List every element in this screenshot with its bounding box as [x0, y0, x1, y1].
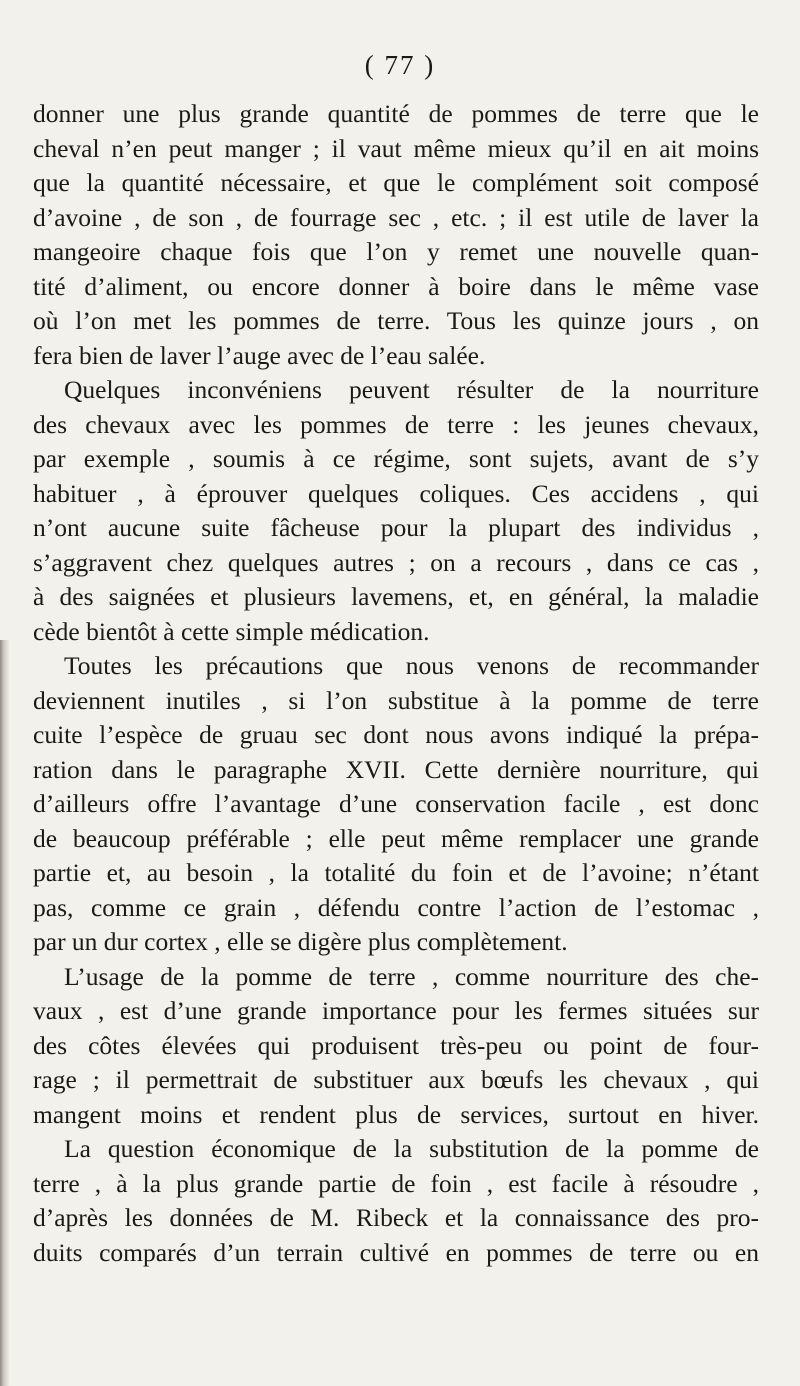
- text-line: des chevaux avec les pommes de terre : les jeunes chevaux,: [33, 409, 759, 439]
- text-line: des côtes élevées qui produisent très-peu ou point de four-: [33, 1030, 759, 1060]
- text-line: rage ; il permettrait de substituer aux bœufs les chevaux , qui: [33, 1065, 759, 1094]
- page-binding-shadow: [0, 640, 10, 1386]
- text-line: cheval n’en peut manger ; il vaut même mieux qu’il en ait moins: [33, 133, 759, 163]
- text-line: deviennent inutiles , si l’on substitue à la pomme de terre: [33, 685, 759, 715]
- text-line: fera bien de laver l’auge avec de l’eau salée.: [33, 340, 486, 370]
- text-line: habituer , à éprouver quelques coliques. Ces accidens , qui: [33, 478, 759, 508]
- text-line: donner une plus grande quantité de pommes de terre que le: [33, 99, 759, 128]
- text-line: mangent moins et rendent plus de services, surtout en hiver.: [33, 1099, 759, 1129]
- text-line: d’avoine , de son , de fourrage sec , etc. ; il est utile de laver la: [33, 202, 759, 232]
- text-line: mangeoire chaque fois que l’on y remet une nouvelle quan-: [33, 237, 759, 266]
- text-line: duits comparés d’un terrain cultivé en pommes de terre ou en: [33, 1237, 759, 1267]
- text-line: n’ont aucune suite fâcheuse pour la plupart des individus ,: [33, 513, 759, 542]
- text-line: que la quantité nécessaire, et que le complément soit composé: [33, 168, 759, 197]
- text-line: L’usage de la pomme de terre , comme nourriture des che-: [64, 961, 759, 991]
- text-line: où l’on met les pommes de terre. Tous les quinze jours , on: [33, 306, 759, 335]
- text-line: Toutes les précautions que nous venons de recommander: [64, 651, 759, 680]
- body-text: [33, 97, 759, 1270]
- text-line: par un dur cortex , elle se digère plus complètement.: [33, 927, 568, 956]
- text-line: par exemple , soumis à ce régime, sont sujets, avant de s’y: [33, 444, 759, 473]
- text-line: cuite l’espèce de gruau sec dont nous avons indiqué la prépa-: [33, 720, 759, 749]
- text-line: terre , à la plus grande partie de foin , est facile à résoudre ,: [33, 1168, 759, 1198]
- text-line: d’après les données de M. Ribeck et la connaissance des pro-: [33, 1203, 759, 1232]
- page-number: ( 77 ): [364, 50, 436, 80]
- text-line: pas, comme ce grain , défendu contre l’action de l’estomac ,: [33, 892, 759, 922]
- text-line: à des saignées et plusieurs lavemens, et, en général, la maladie: [33, 582, 759, 611]
- text-line: partie et, au besoin , la totalité du foin et de l’avoine; n’étant: [33, 858, 759, 887]
- text-line: Quelques inconvéniens peuvent résulter de la nourriture: [64, 375, 759, 404]
- text-line: vaux , est d’une grande importance pour les fermes situées sur: [33, 996, 759, 1025]
- text-line: La question économique de la substitution de la pomme de: [64, 1134, 759, 1163]
- text-line: tité d’aliment, ou encore donner à boire dans le même vase: [33, 271, 759, 301]
- text-line: d’ailleurs offre l’avantage d’une conservation facile , est donc: [33, 789, 759, 818]
- text-line: de beaucoup préférable ; elle peut même remplacer une grande: [33, 823, 759, 853]
- text-line: ration dans le paragraphe XVII. Cette dernière nourriture, qui: [33, 754, 759, 784]
- text-line: s’aggravent chez quelques autres ; on a recours , dans ce cas ,: [33, 547, 759, 577]
- text-line: cède bientôt à cette simple médication.: [33, 616, 430, 646]
